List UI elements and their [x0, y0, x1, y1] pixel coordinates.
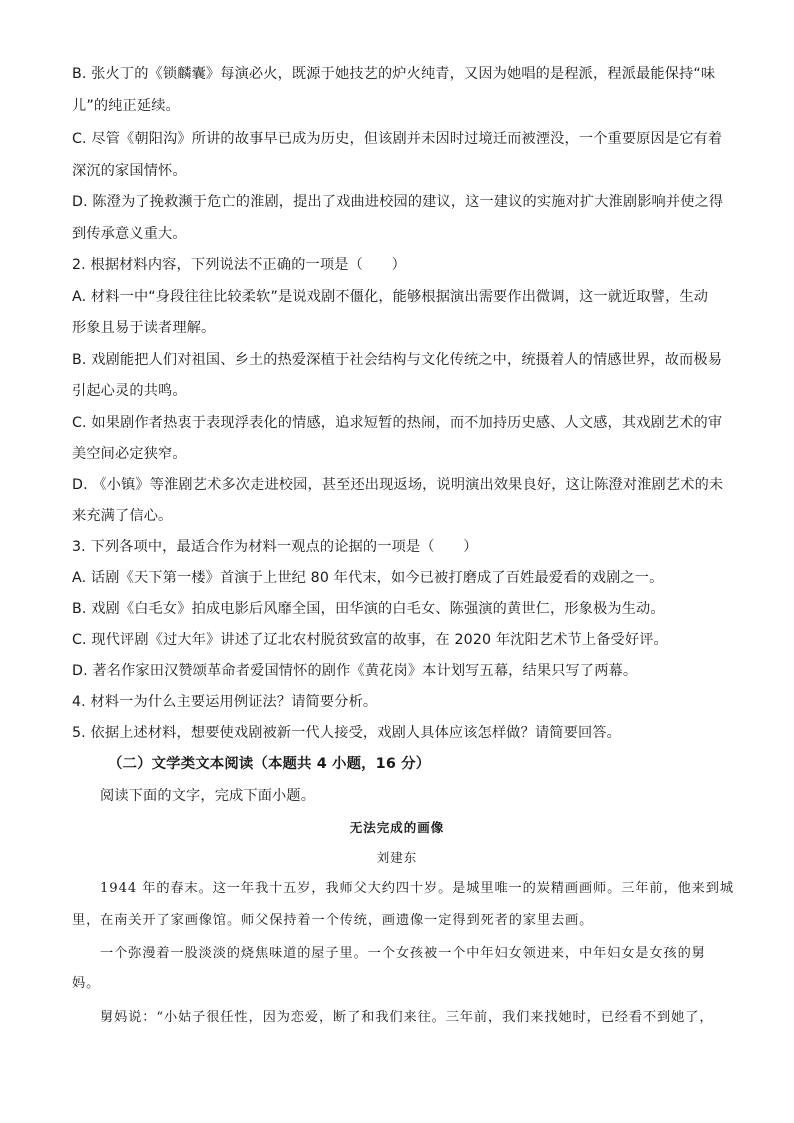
story-author: 刘建东 [376, 850, 418, 865]
option-3a: A. 话剧《天下第一楼》首演于上世纪 80 年代末，如今已被打磨成了百姓最爱看的戏剧之一。 [72, 570, 664, 586]
question-4: 4. 材料一为什么主要运用例证法？请简要分析。 [72, 694, 378, 710]
question-5: 5. 依据上述材料，想要使戏剧被新一代人接受，戏剧人具体应该怎样做？请简要回答。 [72, 725, 621, 741]
option-3c: C. 现代评剧《过大年》讲述了辽北农村脱贫致富的故事，在 2020 年沈阳艺术节上备受好评。 [72, 632, 668, 648]
option-3d: D. 著名作家田汉赞颂革命者爱国情怀的剧作《黄花岗》本计划写五幕，结果只写了两幕。 [72, 663, 638, 679]
option-1d-line-2: 到传承意义重大。 [72, 226, 187, 242]
story-paragraph-1-line-2: 里，在南关开了家画像馆。师父保持着一个传统，画遗像一定得到死者的家里去画。 [72, 913, 594, 928]
option-2d-line-2: 来充满了信心。 [72, 508, 173, 524]
story-paragraph-2-line-2: 妈。 [72, 976, 101, 991]
section-heading: （二）文学类文本阅读（本题共 4 小题，16 分） [108, 756, 431, 772]
option-1c-line-2: 深沉的家国情怀。 [72, 163, 187, 179]
option-2c-line-1: C. 如果剧作者热衷于表现浮表化的情感，追求短暂的热闹，而不加持历史感、人文感，其戏剧艺术的审 [72, 415, 723, 431]
story-paragraph-2-line-1: 一个弥漫着一股淡淡的烧焦味道的屋子里。一个女孩被一个中年妇女领进来，中年妇女是女孩的舅 [100, 946, 706, 961]
option-2a-line-2: 形象且易于读者理解。 [72, 320, 216, 336]
option-2b-line-1: B. 戏剧能把人们对祖国、乡土的热爱深植于社会结构与文化传统之中，统摄着人的情感世界，故而极易 [72, 352, 723, 368]
option-3b: B. 戏剧《白毛女》拍成电影后风靡全国，田华演的白毛女、陈强演的黄世仁，形象极为生动。 [72, 601, 665, 617]
question-2: 2. 根据材料内容，下列说法不正确的一项是（ ） [72, 257, 406, 273]
option-1d-line-1: D. 陈澄为了挽救濒于危亡的淮剧，提出了戏曲进校园的建议，这一建议的实施对扩大淮剧影响并使之得 [72, 194, 724, 210]
option-1b-line-2: 儿”的纯正延续。 [72, 98, 180, 114]
option-1c-line-1: C. 尽管《朝阳沟》所讲的故事早已成为历史，但该剧并未因时过境迁而被湮没，一个重要原因是它有着 [72, 131, 723, 147]
option-2c-line-2: 美空间必定狭窄。 [72, 446, 187, 462]
story-paragraph-3-line-1: 舅妈说：“小姑子很任性，因为恋爱，断了和我们来往。三年前，我们来找她时，已经看不到她了， [100, 1010, 714, 1025]
story-paragraph-1-line-1: 1944 年的春末。这一年我十五岁，我师父大约四十岁。是城里唯一的炭精画画师。三年前，他来到城 [100, 881, 734, 896]
option-2b-line-2: 引起心灵的共鸣。 [72, 383, 187, 399]
option-2a-line-1: A. 材料一中“身段往往比较柔软”是说戏剧不僵化，能够根据演出需要作出微调，这一就近取譬，生动 [72, 289, 709, 305]
story-title: 无法完成的画像 [349, 820, 445, 835]
option-1b-line-1: B. 张火丁的《锁麟囊》每演必火，既源于她技艺的炉火纯青，又因为她唱的是程派，程派最能保持“味 [72, 66, 716, 82]
reading-instruction: 阅读下面的文字，完成下面小题。 [100, 788, 316, 804]
option-2d-line-1: D. 《小镇》等淮剧艺术多次走进校园，甚至还出现返场，说明演出效果良好，这让陈澄对淮剧艺术的未 [72, 477, 724, 493]
question-3: 3. 下列各项中，最适合作为材料一观点的论据的一项是（ ） [72, 539, 478, 555]
